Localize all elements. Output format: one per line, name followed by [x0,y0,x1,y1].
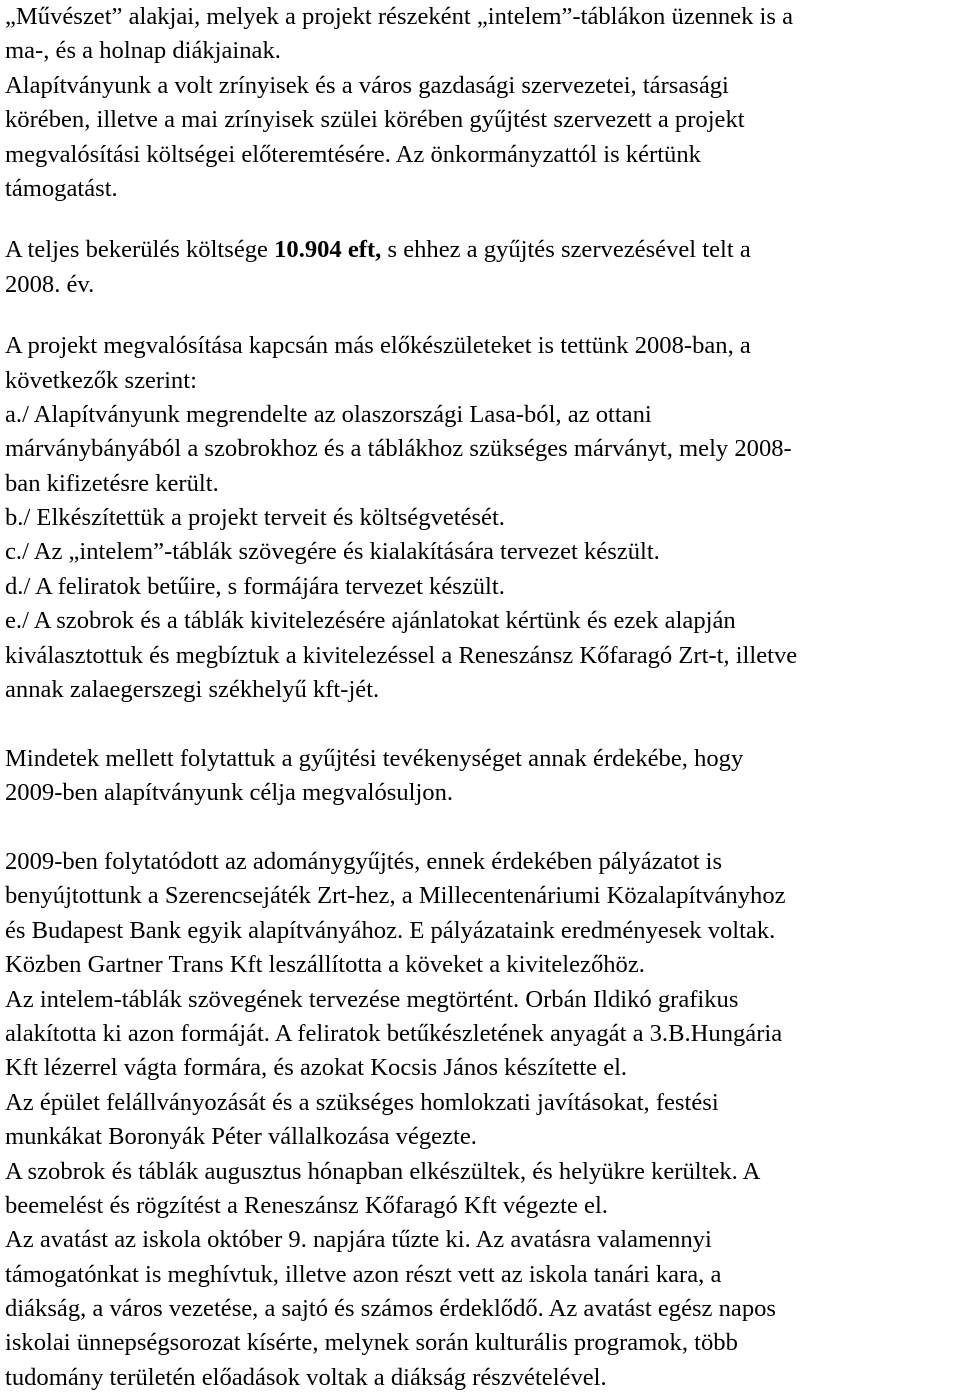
text-line: diákság, a város vezetése, a sajtó és számos érdeklődő. Az avatást egész napos [5,1295,777,1323]
cost-suffix: s ehhez a gyűjtés szervezésével telt a [381,236,751,264]
text-line: márványbányából a szobrokhoz és a táblákhoz szükséges márványt, mely 2008- [5,435,792,463]
paragraph-2009-events [5,845,960,1395]
text-line: támogatást. [5,174,118,202]
text-line: körében, illetve a mai zrínyisek szülei körében gyűjtést szervezett a projekt [5,106,745,134]
text-line: annak zalaegerszegi székhelyű kft-jét. [5,676,380,704]
text-line: Alapítványunk a volt zrínyisek és a város gazdasági szervezetei, társasági [5,71,729,99]
text-line: következők szerint: [5,366,197,394]
paragraph-spacer [5,206,960,233]
list-item-d: d./ A feliratok betűire, s formájára tervezet készült. [5,572,505,600]
list-item-c: c./ Az „intelem”-táblák szövegére és kialakítására tervezet készült. [5,538,660,566]
text-line: tudomány területén előadások voltak a diákság részvételével. [5,1363,607,1391]
text-line: munkákat Boronyák Péter vállalkozása végezte. [5,1123,477,1151]
text-line: beemelést és rögzítést a Reneszánsz Kőfaragó Kft végezte el. [5,1191,608,1219]
text-line: Mindetek mellett folytattuk a gyűjtési tevékenységet annak érdekébe, hogy [5,744,744,772]
paragraph-spacer [5,302,960,329]
text-line: A szobrok és táblák augusztus hónapban elkészültek, és helyükre kerültek. A [5,1157,761,1185]
paragraph-spacer [5,707,960,741]
text-line: megvalósítási költségei előteremtésére. Az önkormányzattól is kértünk [5,140,701,168]
text-line: Kft lézerrel vágta formára, és azokat Kocsis János készítette el. [5,1054,628,1082]
text-line: benyújtottunk a Szerencsejáték Zrt-hez, a Millecentenáriumi Közalapítványhoz [5,882,786,910]
text-line: ban kifizetésre került. [5,469,219,497]
paragraph-spacer [5,811,960,845]
text-line [5,233,960,267]
paragraph-fundraising [5,69,960,207]
paragraph-total-cost [5,233,960,302]
document-page [5,0,960,1395]
text-line: ma-, és a holnap diákjainak. [5,37,281,65]
text-line: Az intelem-táblák szövegének tervezése megtörtént. Orbán Ildikó grafikus [5,985,739,1013]
text-line: Az épület felállványozását és a szükséges homlokzati javításokat, festési [5,1088,719,1116]
text-line: „Művészet” alakjai, melyek a projekt részeként „intelem”-táblákon üzennek is a [5,3,794,30]
text-line: Közben Gartner Trans Kft leszállította a köveket a kivitelezőhöz. [5,951,645,979]
cost-prefix: A teljes bekerülés költsége [5,236,275,264]
list-item-a: a./ Alapítványunk megrendelte az olaszországi Lasa-ból, az ottani [5,400,652,428]
paragraph-continuation [5,742,960,811]
text-line: és Budapest Bank egyik alapítványához. E pályázataink eredményesek voltak. [5,916,776,944]
text-line: iskolai ünnepségsorozat kísérte, melynek során kulturális programok, több [5,1329,738,1357]
text-line: kiválasztottuk és megbíztuk a kivitelezéssel a Reneszánsz Kőfaragó Zrt-t, illetve [5,641,798,669]
paragraph-preparations [5,329,960,707]
text-line: 2009-ben folytatódott az adománygyűjtés, ennek érdekében pályázatot is [5,847,723,875]
list-item-e: e./ A szobrok és a táblák kivitelezésére ajánlatokat kértünk és ezek alapján [5,607,736,635]
cost-amount: 10.904 eft, [274,236,382,264]
list-item-b: b./ Elkészítettük a projekt terveit és költségvetését. [5,504,505,532]
text-line: 2009-ben alapítványunk célja megvalósuljon. [5,779,454,807]
paragraph-intro [5,0,960,69]
text-line: alakította ki azon formáját. A feliratok betűkészletének anyagát a 3.B.Hungária [5,1019,783,1047]
text-line: támogatónkat is meghívtuk, illetve azon részt vett az iskola tanári kara, a [5,1260,722,1288]
text-line: 2008. év. [5,270,95,298]
text-line: Az avatást az iskola október 9. napjára tűzte ki. Az avatásra valamennyi [5,1226,712,1254]
text-line: A projekt megvalósítása kapcsán más előkészületeket is tettünk 2008-ban, a [5,332,751,360]
